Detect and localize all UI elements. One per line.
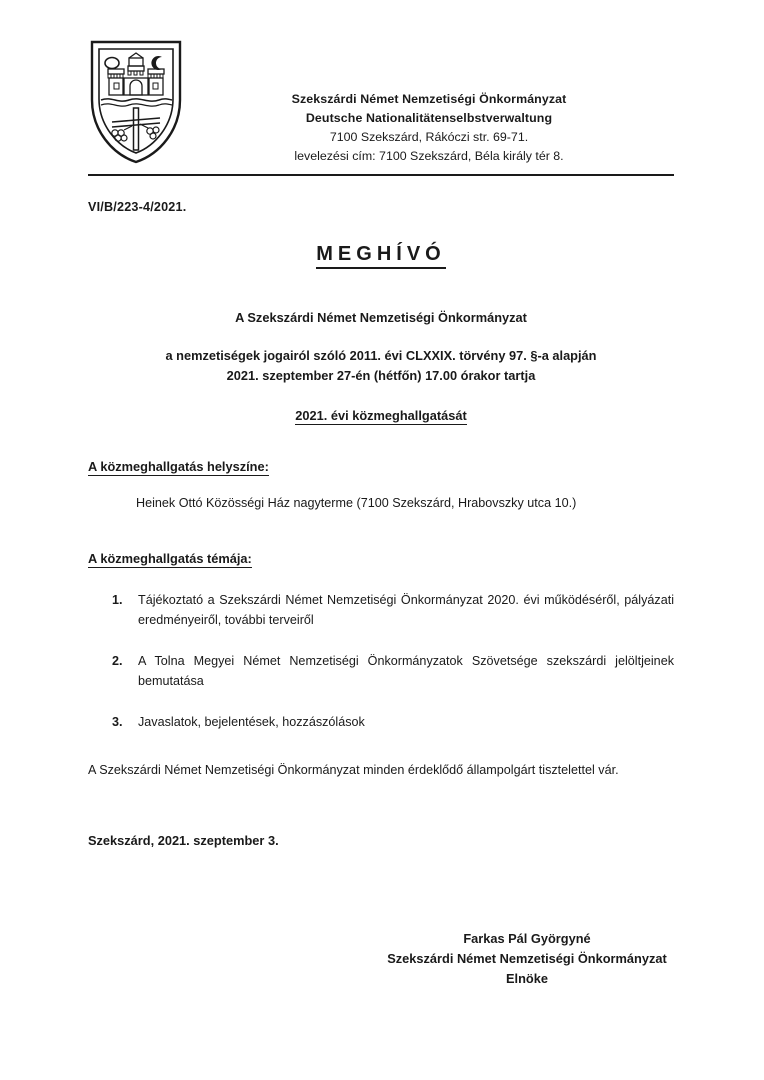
org-mailing-address: levelezési cím: 7100 Szekszárd, Béla király tér 8. (294, 149, 564, 163)
closing-paragraph: A Szekszárdi Német Nemzetiségi Önkormányzat minden érdeklődő állampolgárt tisztelettel vár. (88, 763, 619, 777)
venue-heading-text: A közmeghallgatás helyszíne: (88, 459, 269, 474)
signature-block (380, 929, 674, 989)
signatory-role: Elnöke (506, 971, 548, 986)
org-name-hungarian: Szekszárdi Német Nemzetiségi Önkormányzat (291, 92, 567, 106)
intro-event (88, 406, 674, 426)
header-divider (88, 174, 674, 176)
agenda-list (88, 590, 674, 732)
intro-legal-basis: a nemzetiségek jogairól szóló 2011. évi CLXXIX. törvény 97. §-a alapján (165, 348, 597, 363)
topics-heading-text: A közmeghallgatás témája: (88, 551, 252, 566)
org-name-german: Deutsche Nationalitätenselbstverwaltung (305, 111, 553, 125)
agenda-item-number: 1. (112, 593, 123, 607)
organization-header (184, 36, 674, 166)
document-title-text: MEGHÍVÓ (316, 243, 445, 269)
venue-heading (88, 459, 269, 474)
agenda-item (88, 590, 674, 630)
agenda-item (88, 651, 674, 691)
agenda-item-text: Javaslatok, bejelentések, hozzászólások (138, 715, 365, 729)
org-address: 7100 Szekszárd, Rákóczi str. 69-71. (329, 130, 529, 144)
dateline: Szekszárd, 2021. szeptember 3. (88, 833, 279, 848)
intro-event-text: 2021. évi közmeghallgatását (295, 408, 467, 423)
agenda-item-number: 3. (112, 715, 123, 729)
reference-number: VI/B/223-4/2021. (88, 200, 187, 214)
signatory-organization: Szekszárdi Német Nemzetiségi Önkormányzat (387, 951, 667, 966)
agenda-item-number: 2. (112, 654, 123, 668)
intro-subject: A Szekszárdi Német Nemzetiségi Önkormányzat (235, 310, 527, 325)
agenda-item-text: Tájékoztató a Szekszárdi Német Nemzetiségi Önkormányzat 2020. évi működéséről, pályázati eredményeiről, további terveiről (138, 593, 674, 627)
venue-value: Heinek Ottó Közösségi Ház nagyterme (7100 Szekszárd, Hrabovszky utca 10.) (136, 496, 577, 510)
document-title (88, 243, 674, 266)
agenda-item (88, 712, 674, 732)
letterhead (88, 36, 674, 166)
topics-heading (88, 551, 252, 566)
intro-datetime: 2021. szeptember 27-én (hétfőn) 17.00 órakor tartja (226, 368, 536, 383)
szekszard-coat-of-arms-icon (88, 38, 184, 166)
intro-legal-block (88, 346, 674, 386)
agenda-item-text: A Tolna Megyei Német Nemzetiségi Önkormányzatok Szövetsége szekszárdi jelöltjeinek bemutatása (138, 654, 674, 688)
signatory-name: Farkas Pál Györgyné (463, 931, 591, 946)
